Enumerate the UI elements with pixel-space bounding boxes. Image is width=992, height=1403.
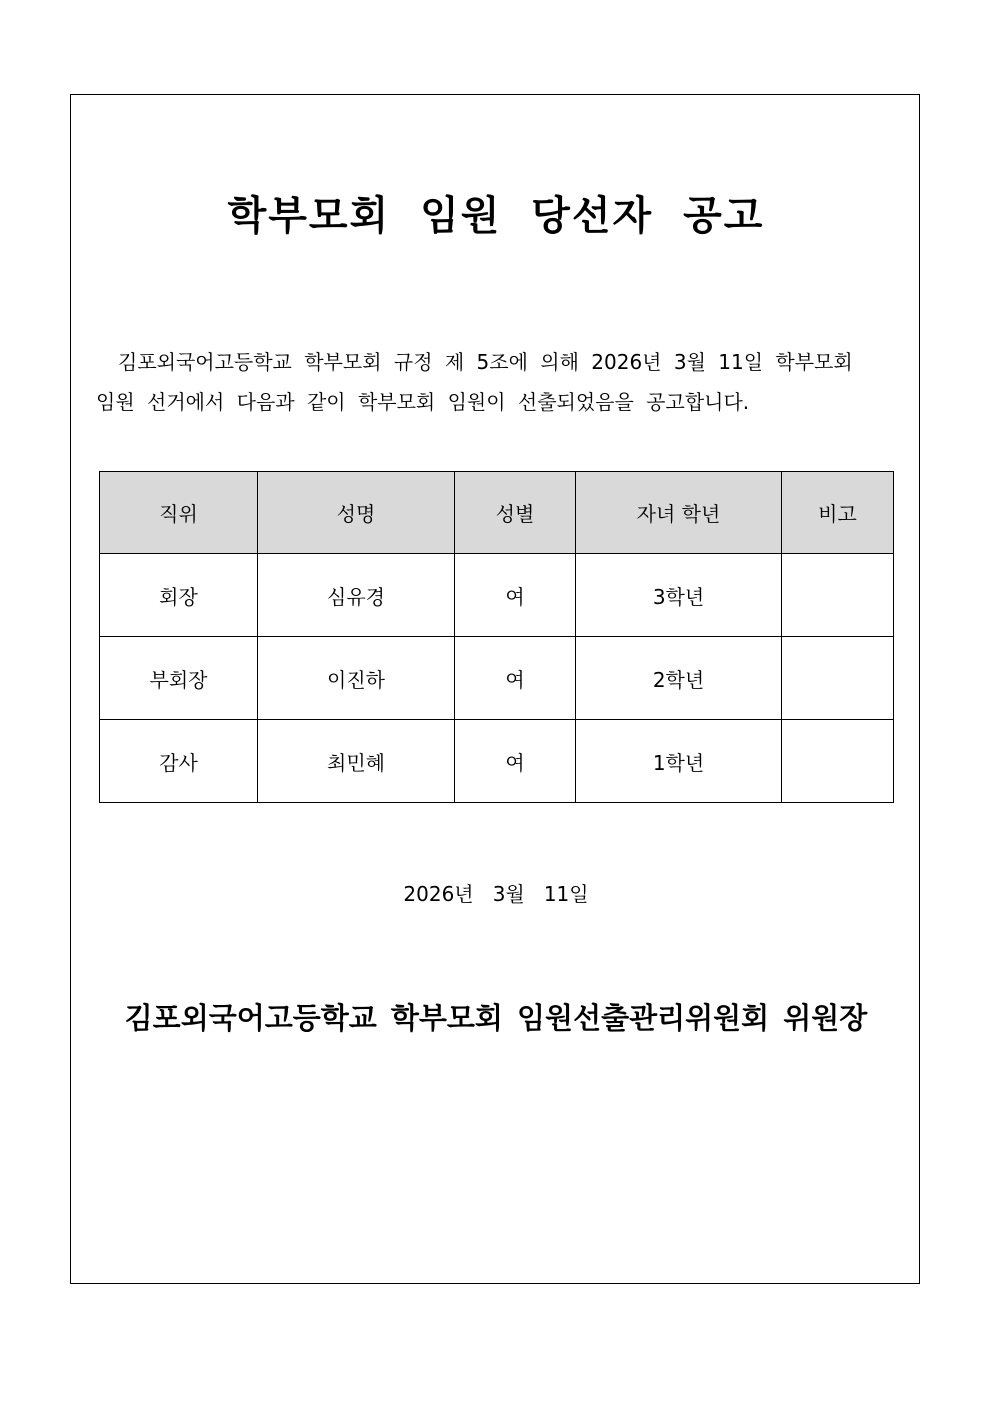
cell-child-grade: 3학년: [576, 554, 782, 637]
intro-line-1: 김포외국어고등학교 학부모회 규정 제 5조에 의해 2026년 3월 11일 학부모회: [118, 350, 853, 374]
cell-position: 회장: [100, 554, 258, 637]
table-header-row: [100, 472, 894, 554]
table-row: [100, 637, 894, 720]
cell-remarks: [782, 554, 894, 637]
header-remarks: 비고: [782, 472, 894, 554]
officers-table: [99, 471, 894, 803]
intro-line-2: 임원 선거에서 다음과 같이 학부모회 임원이 선출되었음을 공고합니다.: [96, 390, 750, 414]
cell-position: 감사: [100, 720, 258, 803]
intro-paragraph: [96, 342, 896, 422]
cell-position: 부회장: [100, 637, 258, 720]
header-gender: 성별: [455, 472, 576, 554]
header-name: 성명: [258, 472, 455, 554]
cell-name: 최민혜: [258, 720, 455, 803]
cell-child-grade: 1학년: [576, 720, 782, 803]
cell-gender: 여: [455, 720, 576, 803]
cell-gender: 여: [455, 554, 576, 637]
header-child-grade: 자녀 학년: [576, 472, 782, 554]
cell-name: 심유경: [258, 554, 455, 637]
cell-remarks: [782, 637, 894, 720]
cell-gender: 여: [455, 637, 576, 720]
table-row: [100, 554, 894, 637]
cell-remarks: [782, 720, 894, 803]
table-row: [100, 720, 894, 803]
signer-line: 김포외국어고등학교 학부모회 임원선출관리위원회 위원장: [124, 1001, 868, 1035]
header-position: 직위: [100, 472, 258, 554]
cell-child-grade: 2학년: [576, 637, 782, 720]
notice-date: 2026년 3월 11일: [403, 882, 589, 906]
cell-name: 이진하: [258, 637, 455, 720]
page-title: 학부모회 임원 당선자 공고: [227, 193, 765, 239]
